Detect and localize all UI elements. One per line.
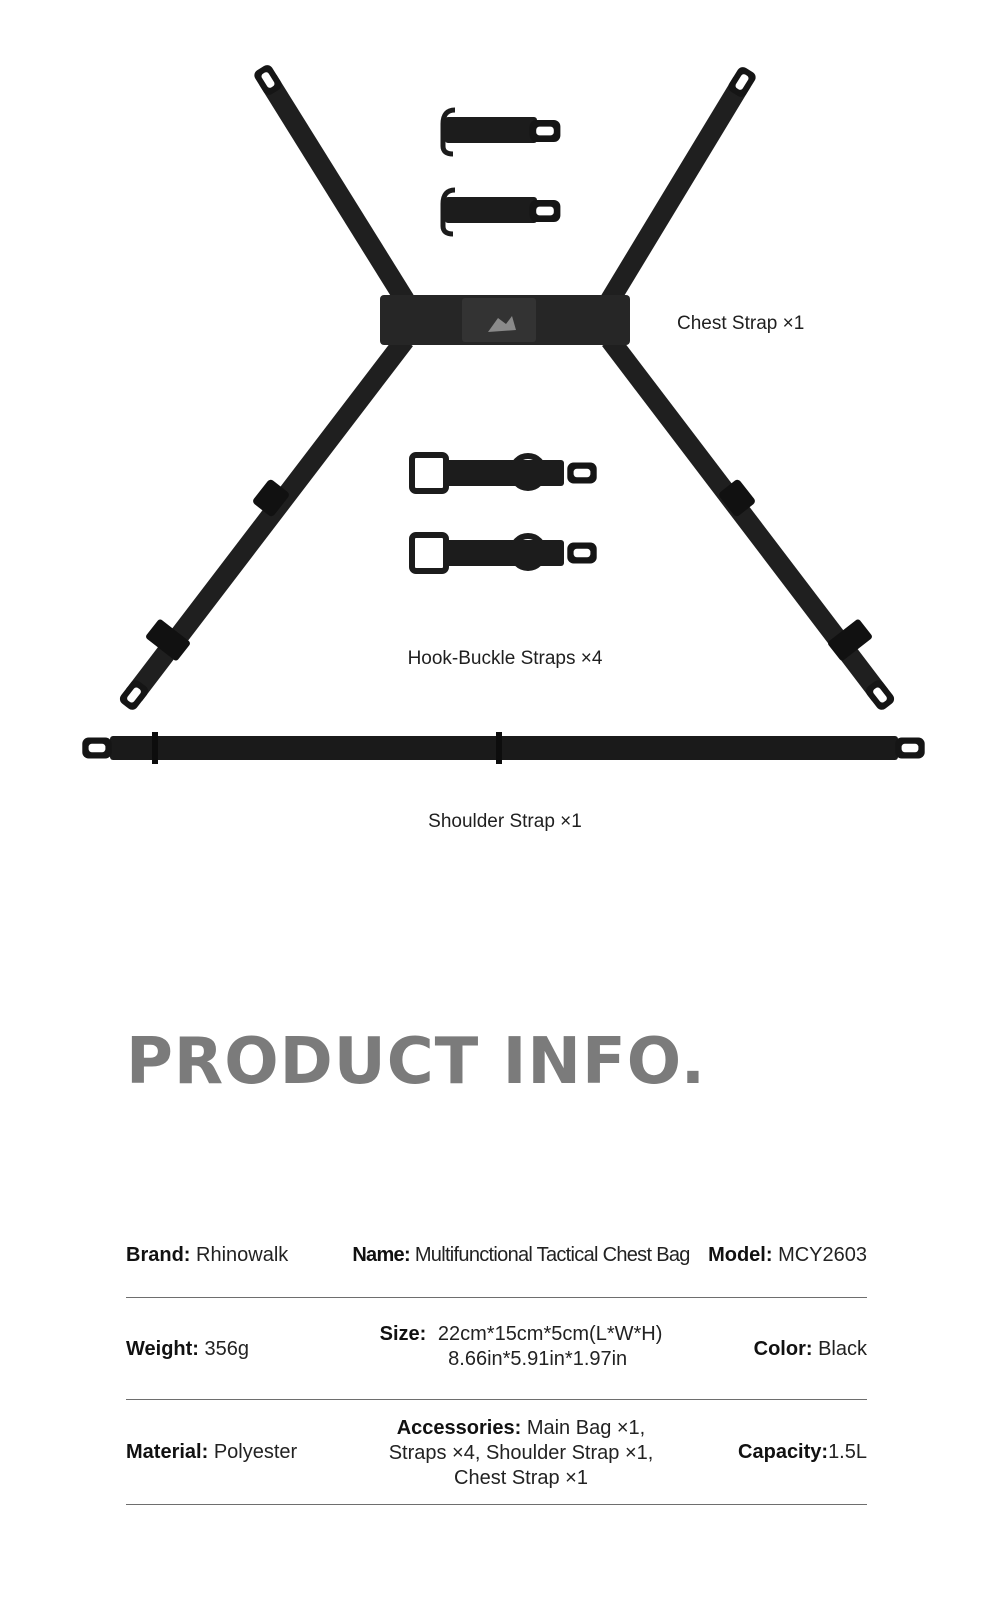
material-cell [126,1440,297,1465]
hook-buckle-straps-caption: Hook-Buckle Straps ×4 [407,648,603,669]
row-divider [126,1504,867,1505]
accessories-label: Accessories: [396,1417,522,1439]
name-label: Name: [352,1244,410,1266]
material-label: Material: [126,1441,209,1463]
accessories-cell [336,1416,706,1491]
accessories-line3: Chest Strap ×1 [454,1467,588,1489]
brand-label: Brand: [126,1244,191,1266]
model-label: Model: [708,1244,773,1266]
shoulder-strap-image [82,732,924,764]
clip-straps-image [443,110,560,234]
color-label: Color: [753,1338,813,1360]
name-value: Multifunctional Tactical Chest Bag [414,1244,690,1266]
accessories-line1: Main Bag ×1, [526,1417,646,1439]
model-value: MCY2603 [778,1244,867,1266]
product-info-heading: PRODUCT INFO. [126,1025,706,1099]
material-value: Polyester [213,1441,298,1463]
info-row [126,1298,867,1400]
name-cell [336,1243,706,1268]
chest-strap-image [118,63,897,712]
weight-value: 356g [204,1338,250,1360]
chest-strap-caption: Chest Strap ×1 [677,313,805,334]
color-value: Black [818,1338,867,1360]
capacity-label: Capacity: [738,1441,829,1463]
brand-cell [126,1243,288,1268]
size-value-line1: 22cm*15cm*5cm(L*W*H) [437,1323,663,1345]
brand-value: Rhinowalk [196,1244,289,1266]
info-row [126,1400,867,1505]
info-row [126,1226,867,1298]
hook-buckle-straps-image [412,455,597,571]
size-cell [336,1322,706,1372]
capacity-cell [738,1440,867,1465]
color-cell [754,1337,867,1362]
model-cell [708,1243,867,1268]
size-value-line2: 8.66in*5.91in*1.97in [448,1348,628,1370]
weight-label: Weight: [126,1338,199,1360]
product-info-table [126,1226,867,1505]
size-label: Size: [379,1323,427,1345]
accessories-line2: Straps ×4, Shoulder Strap ×1, [388,1442,654,1464]
shoulder-strap-caption: Shoulder Strap ×1 [428,811,582,832]
capacity-value: 1.5L [828,1441,867,1463]
weight-cell [126,1337,249,1362]
